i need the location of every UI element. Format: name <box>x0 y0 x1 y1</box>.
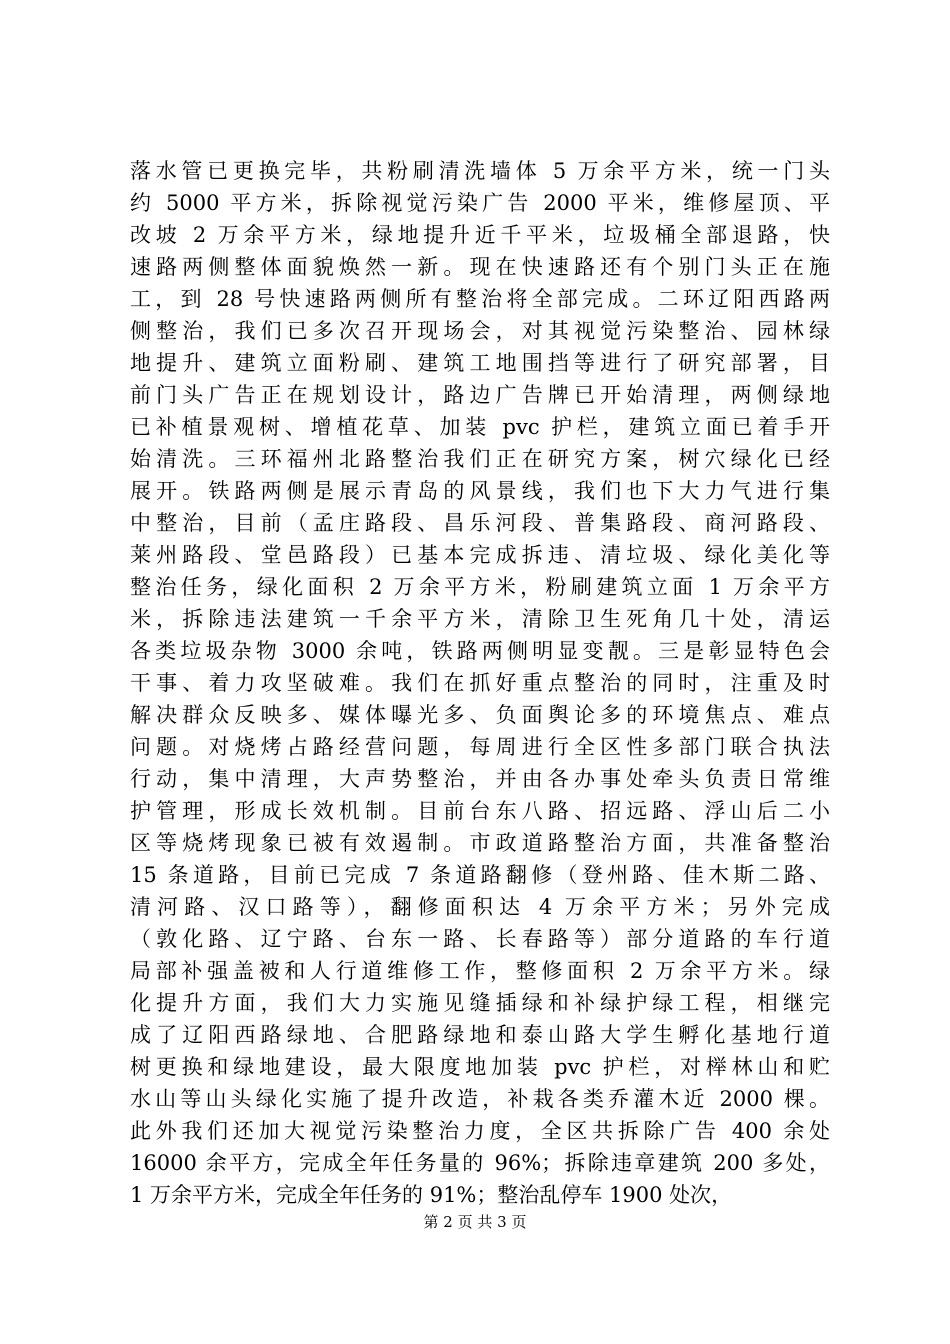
text-line: 中整治，目前（孟庄路段、昌乐河段、普集路段、商河路段、 <box>130 511 830 535</box>
text-line: 改坡 2 万余平方米，绿地提升近千平米，垃圾桶全部退路，快 <box>130 223 830 247</box>
text-line: 侧整治，我们已多次召开现场会，对其视觉污染整治、园林绿 <box>130 319 830 343</box>
text-line: 干事、着力攻坚破难。我们在抓好重点整治的同时，注重及时 <box>130 671 830 695</box>
text-line: 清河路、汉口路等），翻修面积达 4 万余平方米；另外完成 <box>130 895 830 919</box>
text-line: 问题。对烧烤占路经营问题，每周进行全区性多部门联合执法 <box>130 735 830 759</box>
text-line: 米，拆除违法建筑一千余平方米，清除卫生死角几十处，清运 <box>130 607 830 631</box>
text-line: 前门头广告正在规划设计，路边广告牌已开始清理，两侧绿地 <box>130 383 830 407</box>
text-line: 已补植景观树、增植花草、加装 pvc 护栏，建筑立面已着手开 <box>130 415 830 439</box>
text-line: 落水管已更换完毕，共粉刷清洗墙体 5 万余平方米，统一门头 <box>130 159 830 183</box>
text-line: 始清洗。三环福州北路整治我们正在研究方案，树穴绿化已经 <box>130 447 830 471</box>
page-number-label: 第 2 页 共 3 页 <box>423 1213 527 1231</box>
text-line: 约 5000 平方米，拆除视觉污染广告 2000 平米，维修屋顶、平 <box>130 191 830 215</box>
text-line: 局部补强盖被和人行道维修工作，整修面积 2 万余平方米。绿 <box>130 959 830 983</box>
text-line: 莱州路段、堂邑路段）已基本完成拆违、清垃圾、绿化美化等 <box>130 543 830 567</box>
text-line: 15 条道路，目前已完成 7 条道路翻修（登州路、佳木斯二路、 <box>130 863 830 887</box>
text-line: 区等烧烤现象已被有效遏制。市政道路整治方面，共准备整治 <box>130 831 830 855</box>
text-line: 各类垃圾杂物 3000 余吨，铁路两侧明显变靓。三是彰显特色会 <box>130 639 830 663</box>
text-line: 水山等山头绿化实施了提升改造，补栽各类乔灌木近 2000 棵。 <box>130 1087 830 1111</box>
text-line: 1 万余平方米，完成全年任务的 91%；整治乱停车 1900 处次， <box>130 1183 733 1207</box>
text-line: 速路两侧整体面貌焕然一新。现在快速路还有个别门头正在施 <box>130 255 830 279</box>
text-line: （敦化路、辽宁路、台东一路、长春路等）部分道路的车行道 <box>130 927 830 951</box>
text-line: 整治任务，绿化面积 2 万余平方米，粉刷建筑立面 1 万余平方 <box>130 575 830 599</box>
text-line: 树更换和绿地建设，最大限度地加装 pvc 护栏，对榉林山和贮 <box>130 1055 830 1079</box>
text-line: 16000 余平方，完成全年任务量的 96%；拆除违章建筑 200 多处， <box>130 1151 830 1175</box>
text-line: 护管理，形成长效机制。目前台东八路、招远路、浮山后二小 <box>130 799 830 823</box>
text-line: 化提升方面，我们大力实施见缝插绿和补绿护绿工程，相继完 <box>130 991 830 1015</box>
text-line: 地提升、建筑立面粉刷、建筑工地围挡等进行了研究部署，目 <box>130 351 830 375</box>
text-line: 解决群众反映多、媒体曝光多、负面舆论多的环境焦点、难点 <box>130 703 830 727</box>
page-footer <box>0 1212 950 1232</box>
body-text <box>130 155 830 1211</box>
text-line: 展开。铁路两侧是展示青岛的风景线，我们也下大力气进行集 <box>130 479 830 503</box>
text-line: 行动，集中清理，大声势整治，并由各办事处牵头负责日常维 <box>130 767 830 791</box>
text-line: 工，到 28 号快速路两侧所有整治将全部完成。二环辽阳西路两 <box>130 287 830 311</box>
text-line: 此外我们还加大视觉污染整治力度，全区共拆除广告 400 余处 <box>130 1119 830 1143</box>
text-line: 成了辽阳西路绿地、合肥路绿地和泰山路大学生孵化基地行道 <box>130 1023 830 1047</box>
